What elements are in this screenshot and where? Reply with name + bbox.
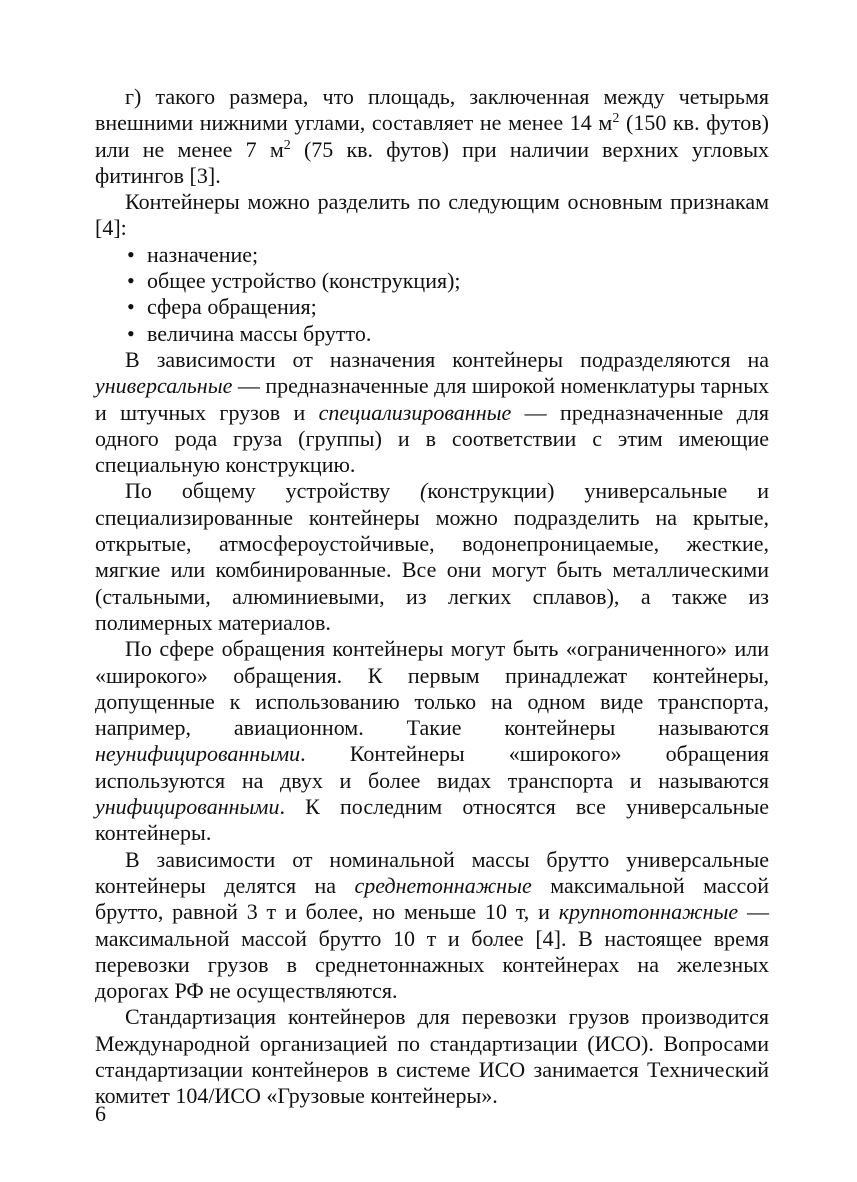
bullet-icon: •	[127, 268, 135, 294]
text-run: . Контейнеры «широкого» обращения используются на двух и более видах транспорта и называются	[95, 741, 769, 793]
list-item-text: общее устройство (конструкция);	[147, 268, 461, 294]
text-run: — максимальной массой брутто 10 т и более [4]. В настоящее время перевозки грузов в среднетоннажных контейнерах на железных дорогах РФ не осуществляются.	[95, 899, 770, 1004]
italic-term: крупнотоннажные	[558, 899, 739, 925]
italic-term: универсальные	[95, 373, 233, 399]
text-run: (150 кв. футов) или не менее 7 м	[95, 110, 769, 162]
text-run: — предназначенные для широкой номенклатуры тарных и штучных грузов и	[95, 373, 769, 425]
bullet-icon: •	[127, 294, 135, 320]
paragraph-container-size	[95, 84, 769, 189]
text-run: (75 кв. футов) при наличии верхних угловых фитингов [3].	[95, 136, 769, 188]
italic-term: специализированные	[318, 399, 512, 425]
text-run: . К последним относятся все универсальные контейнеры.	[95, 794, 769, 846]
text-run: В зависимости от назначения контейнеры подразделяются на	[125, 346, 769, 372]
text-run: — предназначенные для одного рода груза (группы) и в соответствии с этим имеющие специальную конструкцию.	[95, 399, 769, 478]
paragraph-circulation	[95, 636, 769, 846]
page-body	[95, 84, 769, 1110]
page-number: 6	[95, 1101, 106, 1126]
italic-term: среднетоннажные	[354, 872, 532, 898]
list-item	[95, 268, 769, 294]
paragraph-purpose	[95, 347, 769, 478]
bullet-icon: •	[127, 320, 135, 346]
list-item-text: назначение;	[147, 241, 259, 267]
superscript: 2	[612, 111, 620, 127]
text-run: г) такого размера, что площадь, заключенная между четырьмя внешними нижними углами, составляет не менее 14 м	[95, 84, 769, 136]
paragraph-standardization: Стандартизация контейнеров для перевозки грузов производится Международной организацией по стандартизации (ИСО). Вопросами стандартизации контейнеров в системе ИСО занимается Технический комитет 104/ИСО «Грузовые контейнеры».	[95, 1004, 769, 1109]
paragraph-gross-mass	[95, 847, 769, 1005]
text-run: максимальной массой брутто, равной 3 т и более, но меньше 10 т, и	[95, 872, 769, 925]
list-item-text: величина массы брутто.	[147, 320, 372, 346]
list-item	[95, 242, 769, 268]
italic-term: унифицированными	[95, 794, 280, 820]
text-run: конструкции) универсальные и специализированные контейнеры можно подразделить на крытые, открытые, атмосфероустойчивые, водонепроницаемые, жесткие, мягкие или комбинированные. Все они могут быть металлическими (стальными, алюминиевыми, из легких сплавов), а также из полимерных материалов.	[95, 478, 769, 635]
bullet-icon: •	[127, 241, 135, 267]
text-run: В зависимости от номинальной массы брутто универсальные контейнеры делятся на	[95, 846, 769, 898]
list-item	[95, 321, 769, 347]
italic-term: (	[420, 478, 428, 504]
paragraph-classification-intro: Контейнеры можно разделить по следующим основным признакам [4]:	[95, 189, 769, 241]
text-run: По общему устройству	[125, 478, 421, 504]
list-item-text: сфера обращения;	[147, 294, 317, 320]
superscript: 2	[283, 137, 291, 153]
classification-list	[95, 242, 769, 347]
italic-term: неунифицированными	[95, 741, 301, 767]
paragraph-construction	[95, 478, 769, 636]
list-item	[95, 294, 769, 320]
text-run: По сфере обращения контейнеры могут быть «ограниченного» или «широкого» обращения. К первым принадлежат контейнеры, допущенные к использованию только на одном виде транспорта, например, авиационном. Такие контейнеры называются	[95, 636, 769, 741]
